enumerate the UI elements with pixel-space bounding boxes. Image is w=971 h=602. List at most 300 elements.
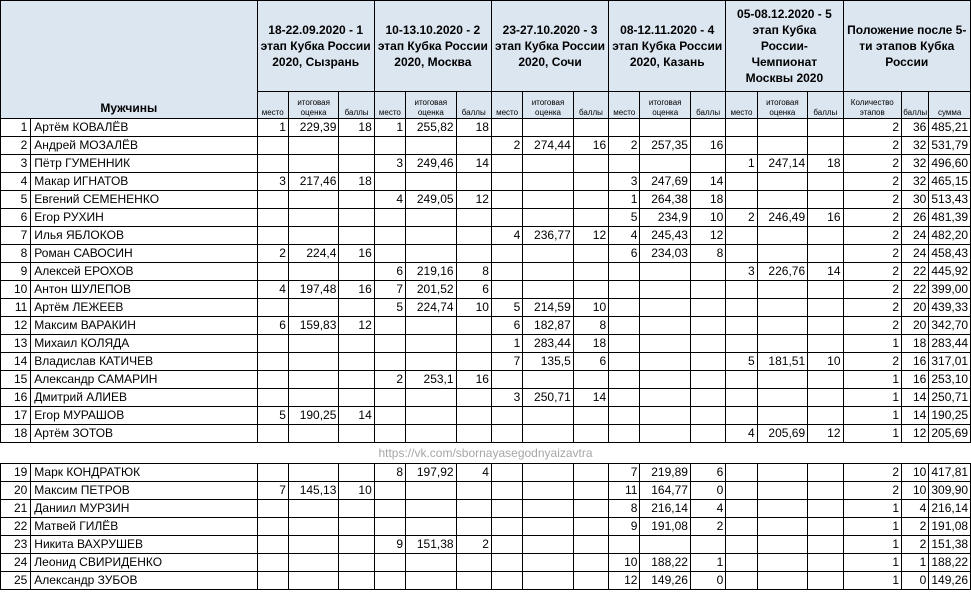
value-cell <box>609 281 640 299</box>
athlete-name-cell: Егор РУХИН <box>31 209 257 227</box>
value-cell <box>257 572 288 590</box>
rank-cell: 9 <box>1 263 31 281</box>
rank-cell: 17 <box>1 407 31 425</box>
stage-1-header: 18-22.09.2020 - 1 этап Кубка России 2020, Сызрань <box>257 1 374 92</box>
value-cell <box>726 317 757 335</box>
value-cell: 5 <box>491 299 522 317</box>
stage-4-score-header: итоговая оценка <box>640 92 691 119</box>
value-cell: 201,52 <box>406 281 457 299</box>
table-row <box>1 155 971 173</box>
value-cell <box>523 500 574 518</box>
value-cell: 249,05 <box>406 191 457 209</box>
value-cell: 1 <box>609 191 640 209</box>
value-cell <box>288 299 339 317</box>
value-cell: 149,26 <box>929 572 971 590</box>
value-cell <box>456 227 491 245</box>
value-cell: 224,74 <box>406 299 457 317</box>
value-cell <box>374 389 405 407</box>
value-cell <box>609 407 640 425</box>
value-cell: 247,14 <box>757 155 808 173</box>
value-cell: 1 <box>843 536 902 554</box>
value-cell: 2 <box>843 482 902 500</box>
value-cell: 481,39 <box>929 209 971 227</box>
value-cell <box>491 554 522 572</box>
rank-cell: 13 <box>1 335 31 353</box>
value-cell <box>288 500 339 518</box>
value-cell <box>573 263 608 281</box>
value-cell: 16 <box>573 137 608 155</box>
value-cell: 246,49 <box>757 209 808 227</box>
rank-cell: 14 <box>1 353 31 371</box>
value-cell: 1 <box>843 554 902 572</box>
rank-cell: 3 <box>1 155 31 173</box>
value-cell: 6 <box>609 245 640 263</box>
value-cell <box>491 518 522 536</box>
value-cell <box>257 191 288 209</box>
value-cell: 10 <box>902 482 929 500</box>
table-row <box>1 263 971 281</box>
value-cell <box>374 425 405 443</box>
athlete-name-cell: Антон ШУЛЕПОВ <box>31 281 257 299</box>
value-cell: 0 <box>690 482 725 500</box>
value-cell: 2 <box>843 155 902 173</box>
value-cell <box>523 191 574 209</box>
value-cell <box>609 263 640 281</box>
value-cell: 2 <box>843 245 902 263</box>
value-cell <box>456 173 491 191</box>
rank-cell: 20 <box>1 482 31 500</box>
value-cell <box>491 464 522 482</box>
value-cell: 1 <box>726 155 757 173</box>
table-row <box>1 137 971 155</box>
value-cell <box>726 281 757 299</box>
value-cell <box>690 335 725 353</box>
value-cell <box>573 155 608 173</box>
value-cell: 1 <box>843 389 902 407</box>
value-cell <box>808 137 843 155</box>
value-cell <box>406 572 457 590</box>
value-cell <box>690 371 725 389</box>
value-cell: 274,44 <box>523 137 574 155</box>
value-cell: 10 <box>690 209 725 227</box>
athlete-name-cell: Егор МУРАШОВ <box>31 407 257 425</box>
value-cell: 151,38 <box>406 536 457 554</box>
value-cell <box>523 119 574 137</box>
value-cell <box>456 209 491 227</box>
rank-cell: 19 <box>1 464 31 482</box>
value-cell: 2 <box>726 209 757 227</box>
value-cell <box>808 500 843 518</box>
value-cell <box>288 536 339 554</box>
value-cell <box>456 518 491 536</box>
value-cell: 219,16 <box>406 263 457 281</box>
value-cell: 3 <box>609 173 640 191</box>
value-cell: 5 <box>726 353 757 371</box>
value-cell: 16 <box>690 137 725 155</box>
value-cell: 2 <box>690 518 725 536</box>
value-cell: 317,01 <box>929 353 971 371</box>
value-cell <box>523 572 574 590</box>
value-cell <box>808 281 843 299</box>
value-cell: 10 <box>808 353 843 371</box>
value-cell: 135,5 <box>523 353 574 371</box>
value-cell: 1 <box>843 407 902 425</box>
value-cell: 3 <box>726 263 757 281</box>
value-cell <box>808 227 843 245</box>
value-cell: 2 <box>843 191 902 209</box>
value-cell: 445,92 <box>929 263 971 281</box>
value-cell <box>573 482 608 500</box>
value-cell <box>491 371 522 389</box>
value-cell <box>757 299 808 317</box>
value-cell: 32 <box>902 155 929 173</box>
value-cell: 26 <box>902 209 929 227</box>
value-cell <box>726 299 757 317</box>
rank-cell: 1 <box>1 119 31 137</box>
value-cell <box>374 137 405 155</box>
value-cell: 12 <box>456 191 491 209</box>
value-cell <box>523 155 574 173</box>
rank-cell: 4 <box>1 173 31 191</box>
value-cell: 10 <box>573 299 608 317</box>
athlete-name-cell: Марк КОНДРАТЮК <box>31 464 257 482</box>
table-row <box>1 119 971 137</box>
value-cell <box>690 299 725 317</box>
value-cell: 250,71 <box>929 389 971 407</box>
table-row <box>1 482 971 500</box>
value-cell <box>640 425 691 443</box>
value-cell: 1 <box>690 554 725 572</box>
value-cell: 3 <box>374 155 405 173</box>
value-cell <box>808 191 843 209</box>
stage-5-header: 05-08.12.2020 - 5 этап Кубка России- Чемпионат Москвы 2020 <box>726 1 843 92</box>
athlete-name-cell: Пётр ГУМЕННИК <box>31 155 257 173</box>
value-cell <box>726 482 757 500</box>
value-cell <box>406 245 457 263</box>
athlete-name-cell: Александр САМАРИН <box>31 371 257 389</box>
value-cell: 16 <box>339 245 374 263</box>
value-cell: 149,26 <box>640 572 691 590</box>
value-cell <box>288 227 339 245</box>
value-cell <box>406 554 457 572</box>
value-cell <box>523 536 574 554</box>
rank-cell: 6 <box>1 209 31 227</box>
value-cell: 2 <box>843 173 902 191</box>
value-cell <box>573 425 608 443</box>
value-cell: 10 <box>456 299 491 317</box>
value-cell <box>808 464 843 482</box>
value-cell <box>257 464 288 482</box>
value-cell: 283,44 <box>929 335 971 353</box>
value-cell: 190,25 <box>288 407 339 425</box>
value-cell <box>257 227 288 245</box>
value-cell <box>339 425 374 443</box>
value-cell <box>406 482 457 500</box>
rank-cell: 11 <box>1 299 31 317</box>
value-cell: 247,69 <box>640 173 691 191</box>
value-cell: 30 <box>902 191 929 209</box>
value-cell <box>491 191 522 209</box>
stage-3-header: 23-27.10.2020 - 3 этап Кубка России 2020, Сочи <box>491 1 608 92</box>
value-cell <box>757 191 808 209</box>
value-cell <box>406 137 457 155</box>
value-cell: 7 <box>609 464 640 482</box>
value-cell <box>573 371 608 389</box>
value-cell <box>726 137 757 155</box>
table-row <box>1 353 971 371</box>
value-cell: 234,03 <box>640 245 691 263</box>
value-cell <box>573 536 608 554</box>
value-cell <box>288 389 339 407</box>
value-cell <box>523 554 574 572</box>
value-cell <box>808 536 843 554</box>
value-cell: 485,21 <box>929 119 971 137</box>
athlete-name-cell: Алексей ЕРОХОВ <box>31 263 257 281</box>
table-row <box>1 299 971 317</box>
value-cell <box>640 353 691 371</box>
value-cell <box>757 173 808 191</box>
value-cell: 2 <box>257 245 288 263</box>
value-cell <box>339 299 374 317</box>
value-cell <box>640 536 691 554</box>
rank-cell: 5 <box>1 191 31 209</box>
value-cell <box>757 482 808 500</box>
value-cell: 283,44 <box>523 335 574 353</box>
stage-2-header: 10-13.10.2020 - 2 этап Кубка России 2020, Москва <box>374 1 491 92</box>
value-cell: 3 <box>491 389 522 407</box>
value-cell <box>456 407 491 425</box>
value-cell <box>406 500 457 518</box>
value-cell <box>288 335 339 353</box>
value-cell <box>288 518 339 536</box>
value-cell <box>456 353 491 371</box>
value-cell: 9 <box>374 536 405 554</box>
value-cell: 20 <box>902 317 929 335</box>
stage-4-place-header: место <box>609 92 640 119</box>
value-cell <box>374 245 405 263</box>
value-cell: 18 <box>573 335 608 353</box>
rank-cell: 22 <box>1 518 31 536</box>
table-row <box>1 245 971 263</box>
value-cell: 1 <box>843 425 902 443</box>
value-cell <box>523 209 574 227</box>
value-cell <box>726 536 757 554</box>
value-cell <box>374 317 405 335</box>
value-cell <box>609 536 640 554</box>
value-cell <box>523 407 574 425</box>
rank-cell: 2 <box>1 137 31 155</box>
value-cell <box>339 155 374 173</box>
value-cell: 11 <box>609 482 640 500</box>
value-cell: 226,76 <box>757 263 808 281</box>
value-cell: 1 <box>374 119 405 137</box>
value-cell <box>640 335 691 353</box>
value-cell <box>339 371 374 389</box>
value-cell: 6 <box>573 353 608 371</box>
stage-1-points-header: баллы <box>339 92 374 119</box>
athlete-name-cell: Роман САВОСИН <box>31 245 257 263</box>
value-cell <box>757 317 808 335</box>
stage-2-points-header: баллы <box>456 92 491 119</box>
value-cell <box>808 299 843 317</box>
value-cell: 18 <box>808 155 843 173</box>
stage-1-place-header: место <box>257 92 288 119</box>
athlete-name-cell: Максим ВАРАКИН <box>31 317 257 335</box>
value-cell: 32 <box>902 173 929 191</box>
value-cell <box>757 227 808 245</box>
value-cell: 250,71 <box>523 389 574 407</box>
value-cell: 5 <box>257 407 288 425</box>
value-cell <box>491 209 522 227</box>
value-cell <box>257 209 288 227</box>
value-cell: 253,10 <box>929 371 971 389</box>
value-cell <box>726 245 757 263</box>
value-cell <box>640 263 691 281</box>
value-cell: 16 <box>339 281 374 299</box>
value-cell <box>726 191 757 209</box>
value-cell <box>339 536 374 554</box>
athlete-name-cell: Артём ЛЕЖЕЕВ <box>31 299 257 317</box>
value-cell <box>339 554 374 572</box>
value-cell <box>640 389 691 407</box>
stage-3-score-header: итоговая оценка <box>523 92 574 119</box>
value-cell <box>609 425 640 443</box>
athlete-name-cell: Андрей МОЗАЛЁВ <box>31 137 257 155</box>
value-cell: 2 <box>843 263 902 281</box>
value-cell <box>374 518 405 536</box>
value-cell: 4 <box>690 500 725 518</box>
value-cell <box>726 371 757 389</box>
table-row <box>1 281 971 299</box>
value-cell: 2 <box>843 281 902 299</box>
athlete-name-cell: Даниил МУРЗИН <box>31 500 257 518</box>
value-cell: 2 <box>843 209 902 227</box>
value-cell <box>690 119 725 137</box>
value-cell: 2 <box>902 518 929 536</box>
value-cell: 190,25 <box>929 407 971 425</box>
value-cell <box>523 482 574 500</box>
value-cell <box>690 281 725 299</box>
table-row <box>1 518 971 536</box>
value-cell <box>573 119 608 137</box>
value-cell: 342,70 <box>929 317 971 335</box>
athlete-name-cell: Максим ПЕТРОВ <box>31 482 257 500</box>
value-cell <box>757 554 808 572</box>
value-cell <box>374 554 405 572</box>
value-cell <box>339 335 374 353</box>
value-cell: 151,38 <box>929 536 971 554</box>
value-cell <box>339 389 374 407</box>
value-cell: 4 <box>456 464 491 482</box>
value-cell <box>690 389 725 407</box>
value-cell <box>757 500 808 518</box>
value-cell: 1 <box>843 518 902 536</box>
value-cell: 197,92 <box>406 464 457 482</box>
value-cell: 399,00 <box>929 281 971 299</box>
rank-cell: 8 <box>1 245 31 263</box>
value-cell: 14 <box>456 155 491 173</box>
value-cell: 182,87 <box>523 317 574 335</box>
value-cell <box>456 335 491 353</box>
value-cell: 1 <box>843 335 902 353</box>
table-row <box>1 500 971 518</box>
value-cell <box>257 536 288 554</box>
value-cell: 18 <box>456 119 491 137</box>
rank-cell: 7 <box>1 227 31 245</box>
value-cell <box>808 572 843 590</box>
value-cell: 8 <box>609 500 640 518</box>
stage-2-place-header: место <box>374 92 405 119</box>
value-cell <box>374 572 405 590</box>
value-cell <box>808 173 843 191</box>
value-cell <box>726 335 757 353</box>
value-cell: 4 <box>902 500 929 518</box>
value-cell <box>757 536 808 554</box>
value-cell <box>609 119 640 137</box>
athlete-name-cell: Артём ЗОТОВ <box>31 425 257 443</box>
value-cell: 513,43 <box>929 191 971 209</box>
value-cell <box>491 263 522 281</box>
value-cell: 219,89 <box>640 464 691 482</box>
value-cell: 439,33 <box>929 299 971 317</box>
value-cell <box>690 317 725 335</box>
value-cell <box>609 317 640 335</box>
value-cell: 8 <box>573 317 608 335</box>
value-cell: 12 <box>609 572 640 590</box>
rank-cell: 23 <box>1 536 31 554</box>
athlete-name-cell: Дмитрий АЛИЕВ <box>31 389 257 407</box>
value-cell: 4 <box>726 425 757 443</box>
value-cell <box>257 500 288 518</box>
value-cell: 24 <box>902 245 929 263</box>
value-cell: 2 <box>843 464 902 482</box>
value-cell <box>726 389 757 407</box>
value-cell <box>757 335 808 353</box>
value-cell <box>808 407 843 425</box>
value-cell <box>456 554 491 572</box>
value-cell <box>406 353 457 371</box>
athlete-name-cell: Никита ВАХРУШЕВ <box>31 536 257 554</box>
value-cell <box>573 245 608 263</box>
value-cell <box>523 173 574 191</box>
value-cell <box>491 119 522 137</box>
value-cell <box>456 425 491 443</box>
rank-cell: 21 <box>1 500 31 518</box>
value-cell <box>406 389 457 407</box>
value-cell: 6 <box>257 317 288 335</box>
value-cell: 236,77 <box>523 227 574 245</box>
value-cell <box>288 572 339 590</box>
table-row <box>1 371 971 389</box>
value-cell <box>374 407 405 425</box>
value-cell: 1 <box>257 119 288 137</box>
value-cell <box>523 371 574 389</box>
value-cell <box>288 371 339 389</box>
value-cell <box>288 425 339 443</box>
value-cell <box>573 464 608 482</box>
value-cell: 3 <box>257 173 288 191</box>
athlete-name-cell: Матвей ГИЛЁВ <box>31 518 257 536</box>
value-cell: 255,82 <box>406 119 457 137</box>
value-cell: 18 <box>339 119 374 137</box>
value-cell: 24 <box>902 227 929 245</box>
rank-cell: 16 <box>1 389 31 407</box>
rank-cell: 25 <box>1 572 31 590</box>
table-row <box>1 464 971 482</box>
value-cell: 159,83 <box>288 317 339 335</box>
value-cell <box>523 281 574 299</box>
table-row <box>1 536 971 554</box>
